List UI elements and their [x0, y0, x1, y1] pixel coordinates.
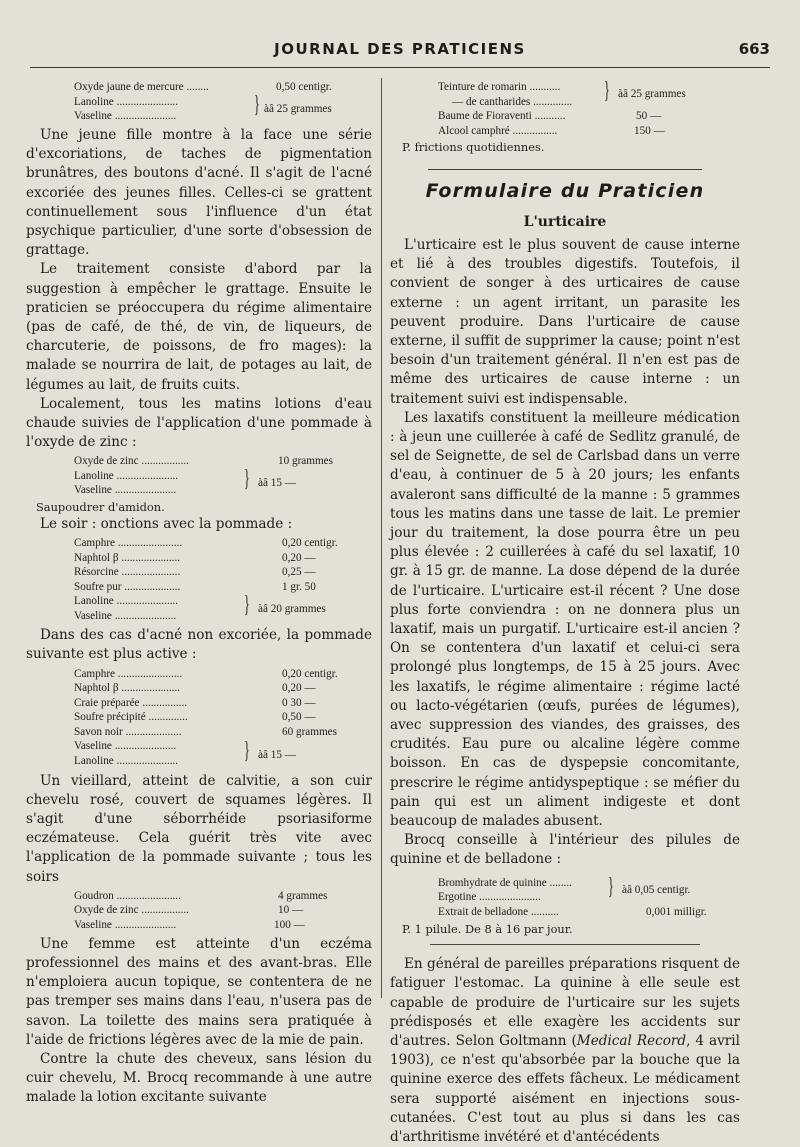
journal-title: JOURNAL DES PRATICIENS: [274, 40, 526, 58]
brace: }: [254, 92, 260, 118]
ingredient: Camphre .......................: [74, 667, 183, 680]
ingredient: Craie préparée ................: [74, 696, 188, 709]
ingredient: Vaseline ......................: [74, 918, 177, 931]
dose: 1 gr. 50: [282, 580, 316, 593]
dose: 10 —: [278, 904, 304, 917]
common-dose: àâ 0,05 centigr.: [622, 883, 691, 896]
ingredient: Extrait de belladone ..........: [438, 905, 559, 918]
common-dose: àâ 25 grammes: [264, 103, 332, 115]
ingredient: Ergotine ......................: [438, 891, 541, 904]
ingredient: Alcool camphré ................: [438, 124, 558, 137]
common-dose: àâ 15 —: [258, 748, 296, 761]
dose: 150 —: [634, 124, 665, 137]
prescription-tar: [26, 889, 372, 933]
citation: Medical Record: [576, 1032, 687, 1049]
prescription-acne: [26, 667, 372, 770]
ingredient: Lanoline ......................: [74, 469, 179, 482]
ingredient: Baume de Fioraventi ...........: [438, 110, 566, 122]
ingredient: Lanoline ......................: [74, 95, 179, 108]
common-dose: àâ 25 grammes: [618, 88, 686, 100]
brace: }: [244, 737, 250, 764]
dose: 0,20 —: [282, 551, 316, 564]
paragraph: Le soir : onctions avec la pommade :: [40, 515, 293, 532]
dose: 0,25 —: [282, 566, 316, 579]
ingredient: Lanoline ......................: [74, 595, 179, 608]
ingredient: Soufre pur ....................: [74, 580, 181, 593]
paragraph: Dans des cas d'acné non excoriée, la pommade suivante est plus active :: [26, 627, 372, 663]
prescription-note: Saupoudrer d'amidon.: [36, 500, 165, 515]
brace: }: [244, 466, 250, 493]
header-rule: [30, 67, 770, 68]
ingredient: Bromhydrate de quinine ........: [438, 876, 572, 889]
prescription-camphor: [26, 536, 372, 624]
formulaire-banner: [390, 169, 740, 201]
dose: 4 grammes: [278, 889, 328, 902]
right-column: [390, 78, 740, 1147]
page-header: [30, 30, 770, 70]
ingredient: Camphre .......................: [74, 537, 183, 550]
dose: 100 —: [274, 918, 305, 931]
dose: 50 —: [636, 110, 662, 122]
dose: 0,50 centigr.: [276, 81, 332, 93]
dose: 0,20 centigr.: [282, 537, 338, 550]
banner-title: Formulaire du Praticien: [425, 179, 705, 202]
common-dose: àâ 15 —: [258, 477, 296, 490]
ingredient: Résorcine .....................: [74, 566, 181, 579]
paragraph-part: En général de pareilles préparations risquent de fatiguer l'estomac. La quinine à elle seule est capable de produire de l'urticaire sur les sujets prédisposés et elle exagère les accidents sur d'autres. Selon Goltmann (: [390, 956, 740, 1049]
brace: }: [604, 78, 610, 104]
section-rule: [430, 944, 700, 945]
dose: 0,50 —: [282, 711, 316, 724]
paragraph: Localement, tous les matins lotions d'eau chaude suivies de l'application d'une pommade à l'oxyde de zinc :: [26, 395, 372, 451]
ingredient: Vaseline ......................: [74, 110, 177, 122]
paragraph: Contre la chute des cheveux, sans lésion du cuir chevelu, M. Brocq recommande à une autre malade la lotion excitante suivante: [26, 1051, 372, 1106]
paragraph: Une femme est atteinte d'un eczéma professionnel des mains et des avant-bras. Elle n'emploiera aucun topique, se contentera de ne pas tremper ses mains dans l'eau, n'usera pas de savon. La toilette des mains sera pratiquée à l'aide de frictions légères avec de la mie de pain.: [26, 935, 372, 1048]
common-dose: àâ 20 grammes: [258, 603, 326, 616]
left-column: [26, 78, 372, 1108]
ingredient: Naphtol β .....................: [74, 551, 181, 564]
column-divider: [381, 78, 382, 998]
paragraph: L'urticaire est le plus souvent de cause interne et lié à des troubles digestifs. Toutefois, il convient de songer à des urticaires de cause externe : un agent irritant, un parasite les peuvent produire. Dans l'urticaire de cause externe, il suffit de supprimer la cause; point n'est besoin d'un traitement général. Il n'en est pas de même des urticaires de cause interne : un traitement suivi est indispensable.: [390, 236, 740, 407]
prescription-note: P. frictions quotidiennes.: [402, 140, 545, 154]
paragraph: Le traitement consiste d'abord par la suggestion à empêcher le grattage. Ensuite le praticien se préoccupera du régime alimentaire (pas de café, de thé, de vin, de liqueurs, de charcuterie, de poissons, de fro mages): la malade se nourrira de lait, de potages au lait, de légumes au lait, de fruits cuits.: [26, 261, 372, 393]
banner-rule: [428, 169, 702, 170]
prescription-quinine: [390, 873, 740, 920]
brace: }: [608, 873, 614, 900]
prescription-zinc: [26, 454, 372, 498]
paragraph-part: , 4 avril 1903), ce n'est qu'absorbée par la bouche que la quinine exerce des effets fâcheux. Le médicament sera supporté aisément en injections sous-cutanées. C'est tout au plus si dans les cas d'arthritisme invétéré et d'antécédents: [390, 1032, 740, 1145]
ingredient: Soufre précipité ..............: [74, 711, 188, 724]
brace: }: [244, 592, 250, 619]
prescription-mercury: [26, 80, 372, 124]
ingredient: Goudron .......................: [74, 889, 181, 902]
paragraph: Une jeune fille montre à la face une série d'excoriations, de taches de pigmentation brunâtres, des boutons d'acné. Il s'agit de l'acné excoriée des jeunes filles. Celles-ci se grattent continuellement sous l'influence d'un état psychique particulier, d'une sorte d'obsession de grattage.: [26, 127, 372, 259]
prescription-note: P. 1 pilule. De 8 à 16 par jour.: [402, 921, 573, 936]
ingredient: Vaseline ......................: [74, 740, 177, 753]
paragraph: Un vieillard, atteint de calvitie, a son cuir chevelu rosé, couvert de squames légères. Il s'agit d'une séborrhéide psoriasiforme eczémateuse. Cela guérit très vite avec l'application de la pommade suivante ; tous les soirs: [26, 772, 372, 885]
prescription-lotion: [390, 80, 740, 138]
ingredient: Naphtol β .....................: [74, 682, 181, 695]
section-title: L'urticaire: [523, 213, 607, 230]
ingredient: Savon noir ....................: [74, 725, 182, 738]
ingredient: Oxyde jaune de mercure ........: [74, 81, 209, 93]
dose: 0,001 milligr.: [646, 905, 707, 918]
ingredient: Lanoline ......................: [74, 754, 179, 767]
ingredient: Teinture de romarin ...........: [438, 81, 561, 93]
page-number: 663: [738, 40, 770, 58]
ingredient: — de cantharides ..............: [452, 95, 573, 108]
paragraph: Brocq conseille à l'intérieur des pilules de quinine et de belladone :: [390, 832, 740, 868]
dose: 0 30 —: [282, 696, 316, 709]
dose: 0,20 centigr.: [282, 667, 338, 680]
paragraph: [390, 955, 740, 1147]
ingredient: Oxyde de zinc .................: [74, 455, 189, 468]
paragraph: Les laxatifs constituent la meilleure médication : à jeun une cuillerée à café de Sedlitz granulé, de sel de Seignette, de sel de Carlsbad dans un verre d'eau, à continuer de 5 à 20 jours; les enfants avaleront sans difficulté de la manne : 5 grammes tous les matins dans une tasse de lait. Le premier jour du traitement, la dose pourra être un peu plus élevée : 2 cuillerées à café du sel laxatif, 10 gr. à 15 gr. de manne. La dose dépend de la durée de l'urticaire. L'urticaire est-il récent ? Une dose plus forte conviendra : on ne donnera plus un laxatif, mais un purgatif. L'urticaire est-il ancien ? On se contentera d'un laxatif et celui-ci sera prolongé plus longtemps, de 15 à 25 jours. Avec les laxatifs, le régime alimentaire : régime lacté ou lacto-végétarien (œufs, purées de légumes), avec suppression des viandes, des graisses, des crudités. Eau pure ou alcaline légère comme boisson. En cas de dyspepsie concomitante, prescrire le régime antidyspeptique : se méfier du pain qui est un aliment indigeste et dont beaucoup de malades abusent.: [390, 409, 740, 829]
ingredient: Vaseline ......................: [74, 609, 177, 622]
dose: 10 grammes: [278, 455, 333, 468]
ingredient: Oxyde de zinc .................: [74, 904, 189, 917]
ingredient: Vaseline ......................: [74, 484, 177, 497]
dose: 60 grammes: [282, 725, 337, 738]
dose: 0,20 —: [282, 682, 316, 695]
